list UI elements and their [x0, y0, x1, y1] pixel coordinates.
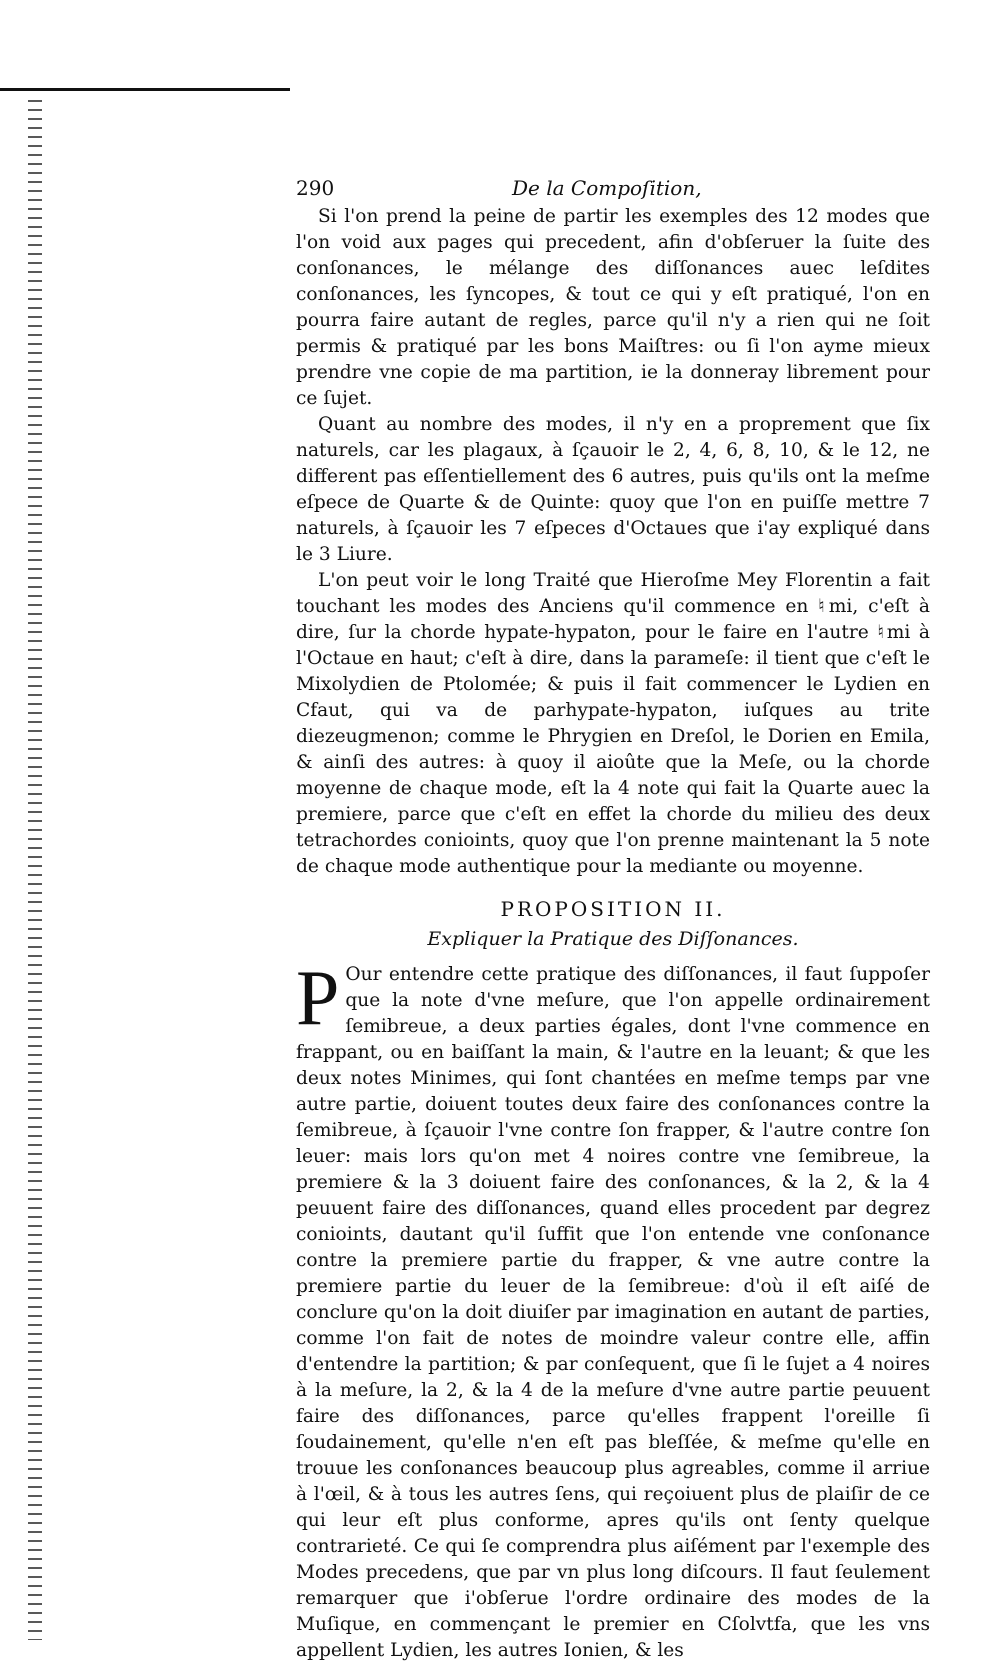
text-block: [296, 204, 930, 1664]
proposition-heading: PROPOSITION II.: [500, 897, 726, 921]
page-number: 290: [296, 176, 335, 200]
binding-edge: [28, 100, 42, 1640]
running-header: [296, 176, 930, 204]
proposition-subtitle: Expliquer la Pratique des Diſſonances.: [427, 928, 799, 950]
proposition-body: [296, 954, 930, 1664]
book-page: [296, 176, 930, 1661]
paragraph-2: Quant au nombre des modes, il n'y en a proprement que ſix naturels, car les plagaux, à ſçauoir le 2, 4, 6, 8, 10, & le 12, ne different pas eſſentiellement des 6 autres, puis qu'ils ont la meſme eſpece de Quarte & de Quinte: quoy que l'on en puiſſe mettre 7 naturels, à ſçauoir les 7 eſpeces d'Octaues que i'ay expliqué dans le 3 Liure.: [296, 414, 930, 565]
running-title: De la Compoſition,: [512, 176, 702, 200]
paragraph-1: Si l'on prend la peine de partir les exemples des 12 modes que l'on void aux pages qui precedent, afin d'obſeruer la ſuite des conſonances, le mélange des diſſonances auec leſdites conſonances, les ſyncopes, & tout ce qui y eſt pratiqué, l'on en pourra faire autant de regles, parce qu'il n'y a rien qui ne ſoit permis & pratiqué par les bons Maiſtres: ou ſi l'on ayme mieux prendre vne copie de ma partition, ie la donneray librement pour ce ſujet.: [296, 206, 930, 409]
top-rule: [0, 88, 290, 91]
proposition-body-text: Our entendre cette pratique des diſſonances, il faut ſuppoſer que la note d'vne meſure, que l'on appelle ordinairement ſemibreue, a deux parties égales, dont l'vne commence en frappant, ou en baiſſant la main, & l'autre en la leuant; & que les deux notes Minimes, qui ſont chantées en meſme temps par vne autre partie, doiuent toutes deux faire des conſonances contre la ſemibreue, à ſçauoir l'vne contre ſon frapper, & l'autre contre ſon leuer: mais lors qu'on met 4 noires contre vne ſemibreue, la premiere & la 3 doiuent faire des conſonances, & la 2, & la 4 peuuent faire des diſſonances, quand elles procedent par degrez conioints, dautant qu'il ſuffit que l'on entende vne conſonance contre la premiere partie du frapper, & vne autre contre la premiere partie du leuer de la ſemibreue: d'où il eſt aiſé de conclure qu'on la doit diuiſer par imagination en autant de parties, comme l'on fait de notes de moindre valeur contre elle, affin d'entendre la partition; & par conſequent, que ſi le ſujet a 4 noires à la meſure, la 2, & la 4 de la meſure d'vne autre partie peuuent faire des diſſonances, parce qu'elles frappent l'oreille ſi ſoudainement, qu'elle n'en eſt pas bleſſée, & meſme qu'elle en trouue les conſonances beaucoup plus agreables, comme il arriue à l'œil, & à tous les autres ſens, qui reçoiuent plus de plaiſir de ce qui leur eſt plus conforme, apres qu'ils ont ſenty quelque contrarieté. Ce qui ſe comprendra plus aiſément par l'exemple des Modes precedens, que par vn plus long diſcours. Il faut ſeulement remarquer que i'obſerue l'ordre ordinaire des modes de la Muſique, en commençant le premier en Cſolvtfa, que les vns appellent Lydien, les autres Ionien, & les: [296, 964, 930, 1661]
drop-cap: P: [296, 954, 340, 1041]
paragraph-3: L'on peut voir le long Traité que Hieroſme Mey Florentin a fait touchant les modes des Anciens qu'il commence en ♮mi, c'eſt à dire, ſur la chorde hypate-hypaton, pour le faire en l'autre ♮mi à l'Octaue en haut; c'eſt à dire, dans la parameſe: il tient que c'eſt le Mixolydien de Ptolomée; & puis il fait commencer le Lydien en Cfaut, qui va de parhypate-hypaton, iuſques au trite diezeugmenon; comme le Phrygien en Dreſol, le Dorien en Emila, & ainſi des autres: à quoy il aioûte que la Meſe, ou la chorde moyenne de chaque mode, eſt la 4 note qui fait la Quarte auec la premiere, parce que c'eſt en effet la chorde du milieu des deux tetrachordes conioints, quoy que l'on prenne maintenant la 5 note de chaque mode authentique pour la mediante ou moyenne.: [296, 570, 930, 877]
